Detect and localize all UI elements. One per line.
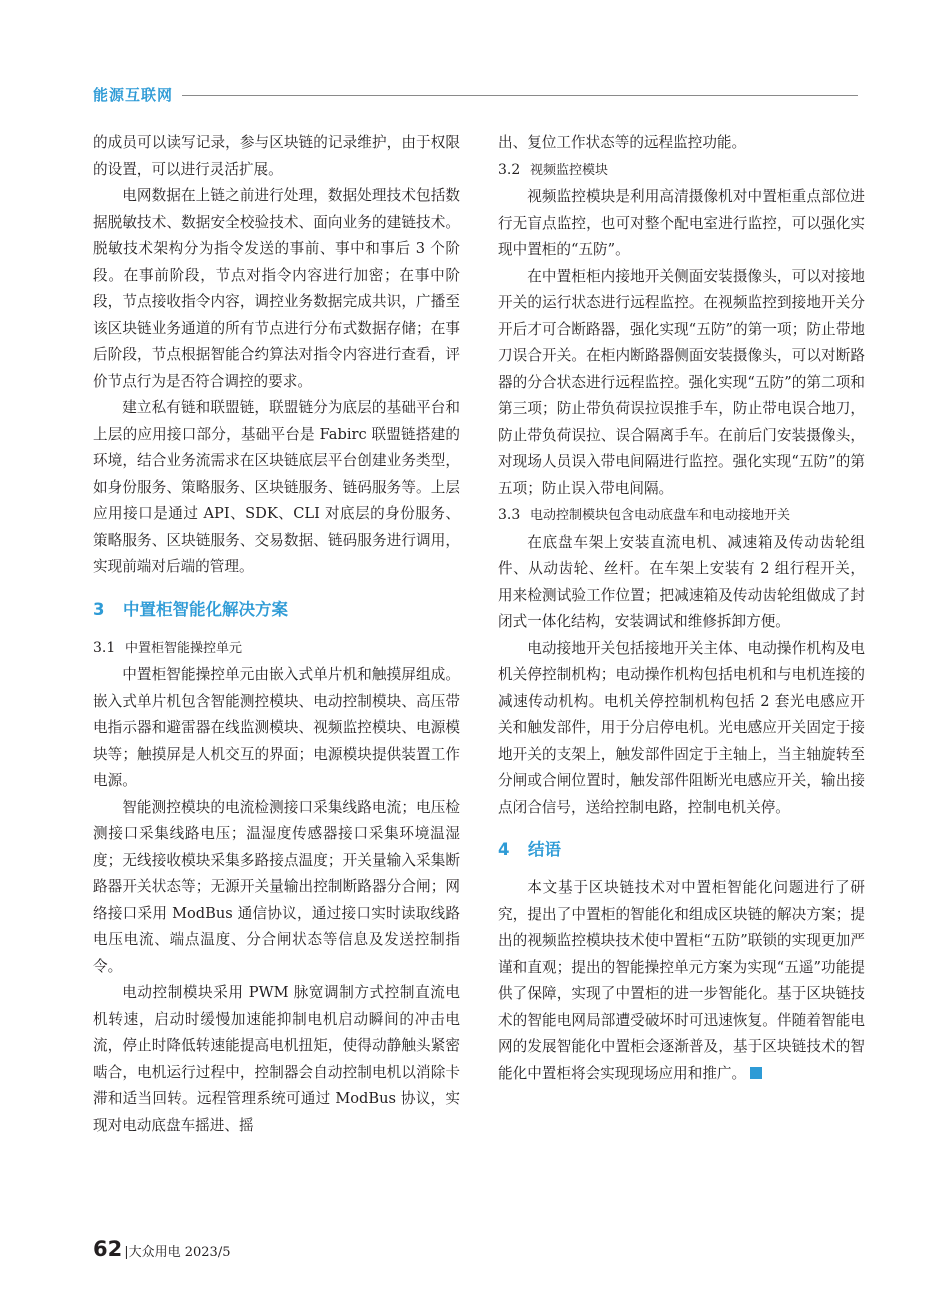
left-paragraph-4: 中置柜智能操控单元由嵌入式单片机和触摸屏组成。嵌入式单片机包含智能测控模块、电动控制模块、高压带电指示器和避雷器在线监测模块、视频监控模块、电源模块等；触摸屏是人机交互的界面；电源模块提供装置工作电源。	[93, 666, 460, 789]
end-mark-icon	[750, 1067, 762, 1079]
header-rule	[182, 95, 858, 96]
subsection-3-3-title: 电动控制模块包含电动底盘车和电动接地开关	[530, 508, 791, 523]
header-title: 能源互联网	[93, 86, 174, 104]
right-paragraph-6	[498, 875, 865, 1087]
footer	[93, 1237, 230, 1261]
subsection-3-2-number: 3.2	[498, 161, 521, 178]
subsection-3-1-number: 3.1	[93, 639, 116, 656]
page-number: 62	[93, 1237, 123, 1261]
right-paragraph-4: 在底盘车架上安装直流电机、减速箱及传动齿轮组件、从动齿轮、丝杆。在车架上安装有 2 组行程开关，用来检测试验工作位置；把减速箱及传动齿轮组做成了封闭式一体化结构，安装调试和维修拆卸方便。	[498, 533, 865, 630]
left-paragraph-6: 电动控制模块采用 PWM 脉宽调制方式控制直流电机转速，启动时缓慢加速能抑制电机启动瞬间的冲击电流，停止时降低转速能提高电机扭矩，使得动静触头紧密啮合，电机运行过程中，控制器会自动控制电机以消除卡滞和适当回转。远程管理系统可通过 ModBus 协议，实现对电动底盘车摇进、摇	[93, 984, 460, 1134]
subsection-3-2-heading	[498, 157, 865, 185]
right-column	[498, 130, 865, 1087]
right-paragraph-5: 电动接地开关包括接地开关主体、电动操作机构及电机关停控制机构；电动操作机构包括电机和与电机连接的减速传动机构。电机关停控制机构包括 2 套光电感应开关和触发部件，用于分启停电机。光电感应开关固定于接地开关的支架上，触发部件固定于主轴上，当主轴旋转至分闸或合闸位置时，触发部件阻断光电感应开关，输出接点闭合信号，送给控制电路，控制电机关停。	[498, 639, 865, 816]
conclusion-text: 本文基于区块链技术对中置柜智能化问题进行了研究，提出了中置柜的智能化和组成区块链的解决方案；提出的视频监控模块技术使中置柜“五防”联锁的实现更加严谨和直观；提出的智能操控单元方案为实现“五遥”功能提供了保障，实现了中置柜的进一步智能化。基于区块链技术的智能电网局部遭受破坏时可迅速恢复。伴随着智能电网的发展智能化中置柜会逐渐普及，基于区块链技术的智能化中置柜将会实现现场应用和推广。	[498, 879, 865, 1082]
section-3-heading	[93, 597, 460, 623]
subsection-3-1-title: 中置柜智能操控单元	[125, 640, 243, 656]
section-4-number: 4	[498, 840, 510, 859]
section-4-heading	[498, 837, 865, 863]
section-3-title: 中置柜智能化解决方案	[123, 599, 288, 619]
left-paragraph-3: 建立私有链和联盟链，联盟链分为底层的基础平台和上层的应用接口部分，基础平台是 Fabirc 联盟链搭建的环境，结合业务流需求在区块链底层平台创建业务类型，如身份服务、策略服务、区块链服务、链码服务等。上层应用接口是通过 API、SDK、CLI 对底层的身份服务、策略服务、区块链服务、交易数据、链码服务进行调用，实现前端对后端的管理。	[93, 399, 460, 575]
right-paragraph-2: 视频监控模块是利用高清摄像机对中置柜重点部位进行无盲点监控，也可对整个配电室进行监控，可以强化实现中置柜的“五防”。	[498, 188, 865, 258]
subsection-3-3-heading	[498, 502, 865, 530]
right-paragraph-3: 在中置柜柜内接地开关侧面安装摄像头，可以对接地开关的运行状态进行远程监控。在视频监控到接地开关分开后才可合断路器，强化实现“五防”的第一项；防止带地刀误合开关。在柜内断路器侧面安装摄像头，可以对断路器的分合状态进行远程监控。强化实现“五防”的第二项和第三项；防止带负荷误拉误推手车，防止带电误合地刀，防止带负荷误拉、误合隔离手车。在前后门安装摄像头，对现场人员误入带电间隔进行监控。强化实现“五防”的第五项；防止误入带电间隔。	[498, 267, 865, 497]
right-paragraph-1: 出、复位工作状态等的远程监控功能。	[498, 134, 747, 151]
left-paragraph-5: 智能测控模块的电流检测接口采集线路电流；电压检测接口采集线路电压；温湿度传感器接口采集环境温湿度；无线接收模块采集多路接点温度；开关量输入采集断路器开关状态等；无源开关量输出控制断路器分合闸；网络接口采用 ModBus 通信协议，通过接口实时读取线路电压电流、端点温度、分合闸状态等信息及发送控制指令。	[93, 798, 460, 975]
left-column	[93, 130, 460, 1139]
subsection-3-3-number: 3.3	[498, 507, 521, 523]
journal-info: |大众用电 2023/5	[124, 1245, 231, 1260]
section-4-title: 结语	[528, 840, 561, 859]
left-paragraph-1: 的成员可以读写记录，参与区块链的记录维护，由于权限的设置，可以进行灵活扩展。	[93, 134, 460, 178]
left-paragraph-2: 电网数据在上链之前进行处理，数据处理技术包括数据脱敏技术、数据安全校验技术、面向业务的建链技术。脱敏技术架构分为指令发送的事前、事中和事后 3 个阶段。在事前阶段，节点对指令内容进行加密；在事中阶段，节点接收指令内容，调控业务数据完成共识，广播至该区块链业务通道的所有节点进行分布式数据存储；在事后阶段，节点根据智能合约算法对指令内容进行查看，评价节点行为是否符合调控的要求。	[93, 187, 460, 390]
section-3-number: 3	[93, 599, 105, 619]
subsection-3-1-heading	[93, 635, 460, 663]
subsection-3-2-title: 视频监控模块	[530, 162, 609, 178]
